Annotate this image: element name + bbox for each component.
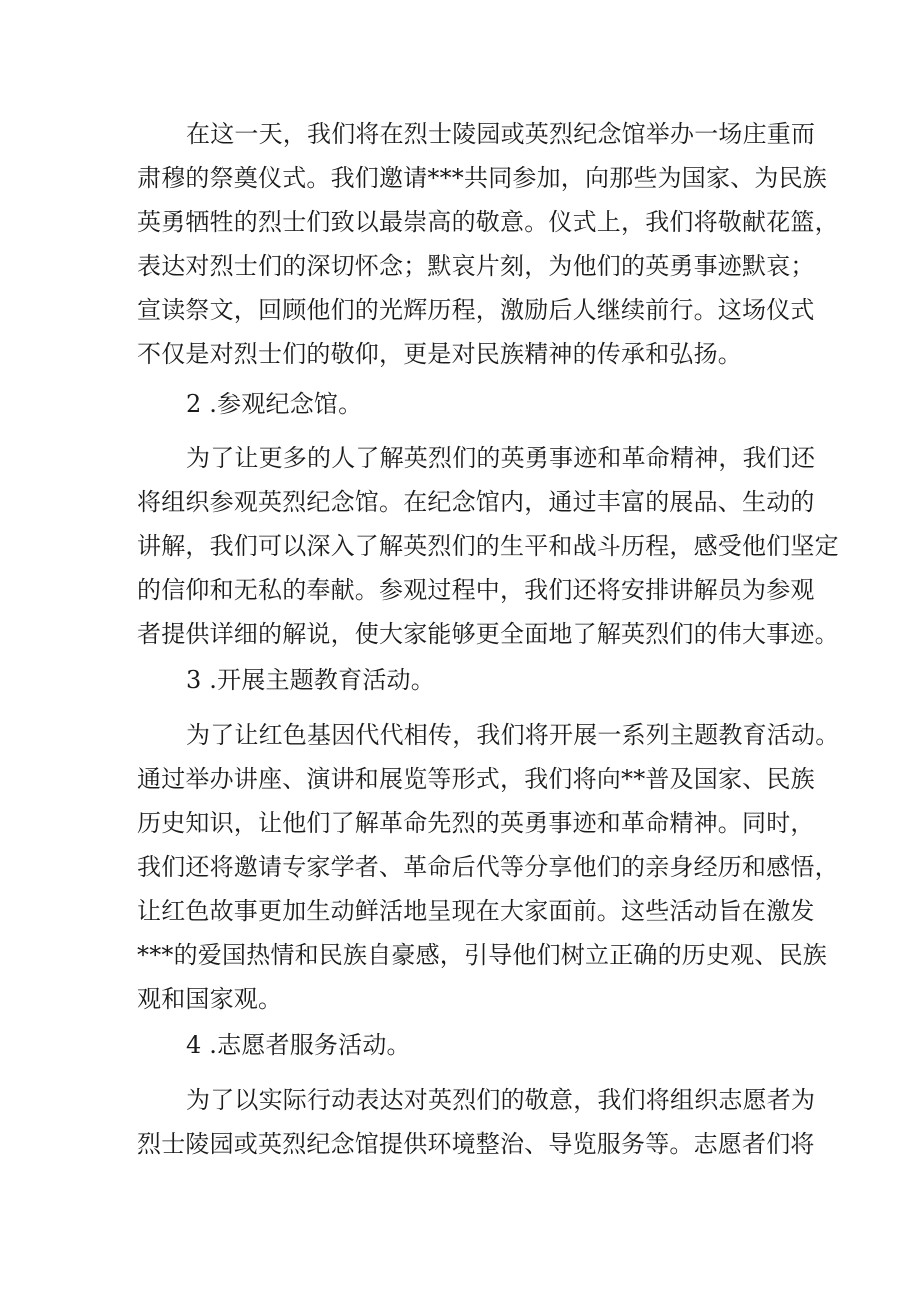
paragraph-line: 不仅是对烈士们的敬仰，更是对民族精神的传承和弘扬。 (137, 340, 742, 368)
paragraph-line: 历史知识，让他们了解革命先烈的英勇事迹和革命精神。同时， (137, 809, 815, 837)
paragraph-line: 将组织参观英烈纪念馆。在纪念馆内，通过丰富的展品、生动的 (137, 488, 815, 516)
paragraph-line: 为了以实际行动表达对英烈们的敬意，我们将组织志愿者为 (186, 1086, 816, 1114)
paragraph-line: 为了让更多的人了解英烈们的英勇事迹和革命精神，我们还 (186, 444, 816, 472)
paragraph-line: ***的爱国热情和民族自豪感，引导他们树立正确的历史观、民族 (137, 941, 827, 969)
paragraph-line: 英勇牺牲的烈士们致以最崇高的敬意。仪式上，我们将敬献花篮， (137, 208, 839, 236)
paragraph-line: 通过举办讲座、演讲和展览等形式，我们将向**普及国家、民族 (137, 765, 815, 793)
paragraph-line: 我们还将邀请专家学者、革命后代等分享他们的亲身经历和感悟， (137, 853, 839, 881)
section-heading: 2 .参观纪念馆。 (186, 390, 363, 418)
paragraph-line: 表达对烈士们的深切怀念；默哀片刻，为他们的英勇事迹默哀； (137, 252, 815, 280)
paragraph-line: 观和国家观。 (137, 985, 283, 1013)
paragraph-line: 者提供详细的解说，使大家能够更全面地了解英烈们的伟大事迹。 (137, 620, 839, 648)
paragraph-line: 宣读祭文，回顾他们的光辉历程，激励后人继续前行。这场仪式 (137, 296, 815, 324)
paragraph-line: 烈士陵园或英烈纪念馆提供环境整治、导览服务等。志愿者们将 (137, 1130, 815, 1158)
paragraph-line: 讲解，我们可以深入了解英烈们的生平和战斗历程，感受他们坚定 (137, 532, 839, 560)
section-heading: 4 .志愿者服务活动。 (186, 1031, 411, 1059)
paragraph-line: 让红色故事更加生动鲜活地呈现在大家面前。这些活动旨在激发 (137, 897, 815, 925)
paragraph-line: 在这一天，我们将在烈士陵园或英烈纪念馆举办一场庄重而 (186, 120, 816, 148)
paragraph-line: 为了让红色基因代代相传，我们将开展一系列主题教育活动。 (186, 721, 840, 749)
section-heading: 3 .开展主题教育活动。 (186, 666, 435, 694)
paragraph-line: 的信仰和无私的奉献。参观过程中，我们还将安排讲解员为参观 (137, 576, 815, 604)
paragraph-line: 肃穆的祭奠仪式。我们邀请***共同参加，向那些为国家、为民族 (137, 164, 827, 192)
